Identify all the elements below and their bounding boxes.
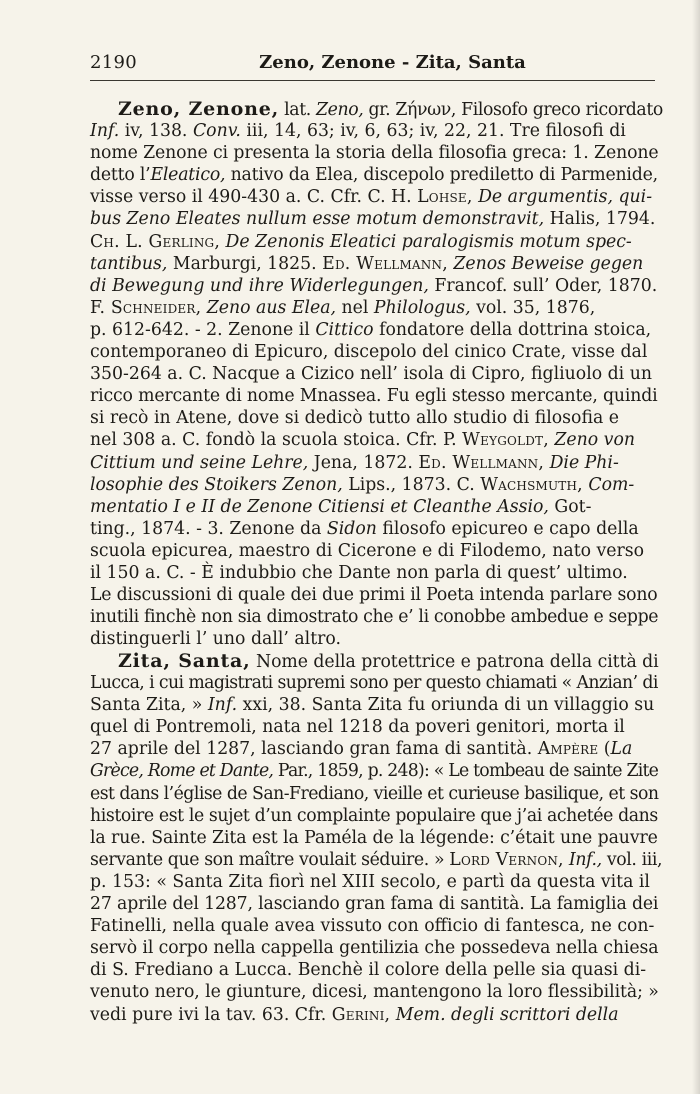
running-title: Zeno, Zenone - Zita, Santa: [259, 52, 526, 73]
body-text: Par., 1859, p. 248): « Le tombeau de sainte Zite: [273, 761, 659, 782]
body-text: nativo da Elea, discepolo prediletto di Parmenide,: [225, 165, 658, 186]
zita-text-line: [90, 959, 658, 981]
entry-headword: Zeno, Zenone,: [118, 98, 280, 120]
zeno-text-line: [90, 297, 658, 319]
body-text: di S. Frediano a Lucca. Benchè il colore della pelle sia quasi di-: [90, 960, 647, 981]
italic-citation: La: [610, 739, 633, 760]
body-text: iv, 138.: [119, 121, 193, 142]
body-text: Jena, 1872.: [308, 452, 419, 473]
body-text: Got-: [548, 496, 592, 517]
body-text: lat.: [279, 100, 317, 120]
italic-citation: Philologus,: [373, 297, 471, 318]
italic-citation: De Zenonis Eleatici paralogismis motum spec-: [225, 231, 632, 252]
zeno-text-line: [90, 231, 658, 253]
entry-headword: Zita, Santa,: [118, 650, 251, 672]
author-name: Ch. L. Gerling,: [90, 231, 221, 252]
italic-citation: Inf.: [207, 695, 238, 716]
zita-text-line: [90, 871, 658, 893]
body-text: xxi, 38. Santa Zita fu oriunda di un villaggio su: [237, 695, 655, 716]
body-text: nome Zenone ci presenta la storia della filosofia greca: 1. Zenone: [90, 143, 659, 164]
body-text: histoire est le sujet d’un complainte populaire que j’ai achetée dans: [90, 805, 658, 826]
italic-citation: Zeno,: [316, 100, 364, 120]
body-text: 27 aprile del 1287, lasciando gran fama di santità.: [90, 739, 538, 760]
zeno-text-line: [90, 98, 663, 120]
zeno-text-line: [90, 142, 658, 164]
body-text: contemporaneo di Epicuro, discepolo del cinico Crate, visse dal: [90, 342, 648, 363]
italic-citation: Inf.: [90, 121, 120, 142]
body-text: p. 612-642. - 2. Zenone il: [90, 319, 316, 340]
zeno-text-line: [90, 496, 658, 518]
zeno-text-line: [90, 385, 658, 407]
body-text: fondatore della dottrina stoica,: [373, 319, 652, 340]
entry-zeno: [90, 98, 663, 650]
body-text: vol. iii,: [601, 849, 663, 870]
zeno-text-line: [90, 452, 658, 474]
body-text: servò il corpo nella cappella gentilizia che possedeva nella chiesa: [90, 938, 659, 959]
italic-citation: Zeno von: [554, 430, 635, 451]
italic-citation: Sidon: [326, 518, 377, 539]
body-text: est dans l’église de San-Frediano, vieille et curieuse basilique, et son: [90, 783, 659, 804]
body-text: vedi pure ivi la tav. 63. Cfr.: [90, 1004, 332, 1025]
body-text: Le discussioni di quale dei due primi il Poeta intenda parlare sono: [90, 585, 658, 606]
zita-text-line: [90, 805, 658, 827]
italic-citation: Die Phi-: [549, 452, 619, 473]
zeno-text-line: [90, 164, 658, 186]
italic-citation: Grèce, Rome et Dante,: [90, 761, 274, 782]
author-name: Ed. Wellmann,: [418, 452, 545, 473]
zeno-text-line: [90, 562, 658, 584]
entry-zita: [90, 650, 663, 1026]
italic-citation: Com-: [588, 474, 635, 495]
zeno-text-line: [90, 120, 658, 142]
author-name: Lord Vernon,: [449, 849, 564, 870]
page-header: [90, 52, 655, 78]
zita-text-line: [90, 783, 658, 805]
body-text: si recò in Atene, dove si dedicò tutto allo studio di filosofia e: [90, 408, 619, 429]
body-text: servante que son maître voulait séduire. »: [90, 849, 450, 870]
zita-text-line: [90, 981, 658, 1003]
zita-text-line: [90, 827, 658, 849]
zeno-text-line: [90, 319, 658, 341]
italic-citation: mentatio I e II de Zenone Citiensi et Cleanthe Assio,: [90, 496, 549, 517]
body-text: Halis, 1794.: [544, 209, 656, 230]
author-name: Wachsmuth,: [480, 474, 583, 495]
body-text: visse verso il 490-430 a. C. Cfr. C. H.: [90, 187, 418, 208]
body-text: quel di Pontremoli, nata nel 1218 da poveri genitori, morta il: [90, 717, 625, 738]
italic-citation: tantibus,: [90, 253, 168, 274]
body-text: (: [598, 739, 611, 760]
zeno-text-line: [90, 208, 658, 230]
body-text: 350-264 a. C. Nacque a Cizico nell’ isola di Cipro, figliuolo di un: [90, 364, 652, 385]
body-text: Fatinelli, nella quale avea vissuto con officio di fantesca, ne con-: [90, 916, 655, 937]
italic-citation: bus Zeno Eleates nullum esse motum demonstravit,: [90, 209, 545, 230]
zita-text-line: [90, 937, 658, 959]
body-text: Lips., 1873. C.: [342, 474, 481, 495]
author-name: Weygoldt,: [462, 430, 549, 451]
zeno-text-line: [90, 275, 658, 297]
body-text: il 150 a. C. - È indubbio che Dante non parla di quest’ ultimo.: [90, 562, 628, 583]
author-name: Gerini,: [331, 1004, 391, 1025]
zita-text-line: [90, 1004, 658, 1026]
italic-citation: Cittium und seine Lehre,: [90, 452, 309, 473]
italic-citation: Eleatico,: [150, 165, 226, 186]
italic-citation: losophie des Stoikers Zenon,: [90, 474, 343, 495]
italic-citation: Zenos Beweise gegen: [453, 253, 644, 274]
italic-citation: De argumentis, qui-: [478, 187, 653, 208]
body-text: Nome della protettrice e patrona della città di: [250, 652, 659, 672]
zeno-text-line: [90, 363, 658, 385]
italic-citation: Cittico: [315, 319, 374, 340]
page-edge-shadow: [692, 0, 700, 1094]
header-rule: [90, 80, 655, 81]
italic-citation: Zeno aus Elea,: [206, 297, 337, 318]
zita-text-line: [90, 672, 658, 694]
zeno-text-line: [90, 474, 658, 496]
zita-text-line: [90, 738, 658, 760]
zeno-text-line: [90, 628, 658, 650]
author-name: Ampère: [537, 739, 599, 760]
zeno-text-line: [90, 606, 658, 628]
body-text: nel 308 a. C. fondò la scuola stoica. Cfr. P.: [90, 430, 463, 451]
zeno-text-line: [90, 341, 658, 363]
zeno-text-line: [90, 407, 658, 429]
italic-citation: di Bewegung und ihre Widerlegungen,: [90, 275, 429, 296]
body-text: filosofo epicureo e capo della: [376, 518, 639, 539]
body-text: inutili finchè non sia dimostrato che e’ li conobbe ambedue e seppe: [90, 607, 659, 628]
page-number: 2190: [90, 52, 138, 73]
author-name: Ed. Wellmann,: [322, 253, 448, 274]
zeno-text-line: [90, 186, 658, 208]
body-text: la rue. Sainte Zita est la Paméla de la légende: c’était une pauvre: [90, 827, 658, 848]
body-text: Lucca, i cui magistrati supremi sono per questo chiamati « Anzian’ di: [90, 673, 658, 694]
body-text: venuto nero, le giunture, dicesi, mantengono la loro flessibilità; »: [90, 982, 659, 1003]
zeno-text-line: [90, 540, 658, 562]
zita-text-line: [90, 716, 658, 738]
italic-citation: Inf.,: [568, 849, 602, 870]
zeno-text-line: [90, 518, 658, 540]
body-text: ricco mercante di nome Mnassea. Fu egli stesso mercante, quindi: [90, 386, 658, 407]
body-text: detto l’: [90, 165, 151, 186]
zeno-text-line: [90, 584, 658, 606]
zita-text-line: [90, 650, 658, 672]
body-text: Santa Zita, »: [90, 695, 208, 716]
body-text: p. 153: « Santa Zita fiorì nel XIII secolo, e partì da questa vita il: [90, 871, 650, 892]
zeno-text-line: [90, 429, 658, 451]
author-name: Lohse,: [417, 187, 473, 208]
body-text: vol. 35, 1876,: [470, 297, 596, 318]
body-text: Marburgi, 1825.: [167, 253, 323, 274]
zita-text-line: [90, 915, 658, 937]
author-name: F. Schneider,: [90, 297, 202, 318]
body-text: iii, 14, 63; iv, 6, 63; iv, 22, 21. Tre filosofi di: [240, 121, 626, 142]
italic-citation: Mem. degli scrittori della: [395, 1004, 619, 1025]
body-text: distinguerli l’ uno dall’ altro.: [90, 629, 341, 650]
zita-text-line: [90, 893, 658, 915]
zita-text-line: [90, 760, 658, 782]
italic-citation: Conv.: [192, 121, 241, 142]
body-text: Francof. sull’ Oder, 1870.: [428, 275, 658, 296]
zeno-text-line: [90, 253, 658, 275]
body-text: 27 aprile del 1287, lasciando gran fama di santità. La famiglia dei: [90, 894, 659, 915]
zita-text-line: [90, 694, 658, 716]
body-text: gr. Ζήνων, Filosofo greco ricordato: [363, 100, 663, 120]
body-text: scuola epicurea, maestro di Cicerone e di Filodemo, nato verso: [90, 540, 645, 561]
zita-text-line: [90, 849, 663, 871]
body-text: nel: [336, 297, 374, 318]
body-text: ting., 1874. - 3. Zenone da: [90, 518, 327, 539]
